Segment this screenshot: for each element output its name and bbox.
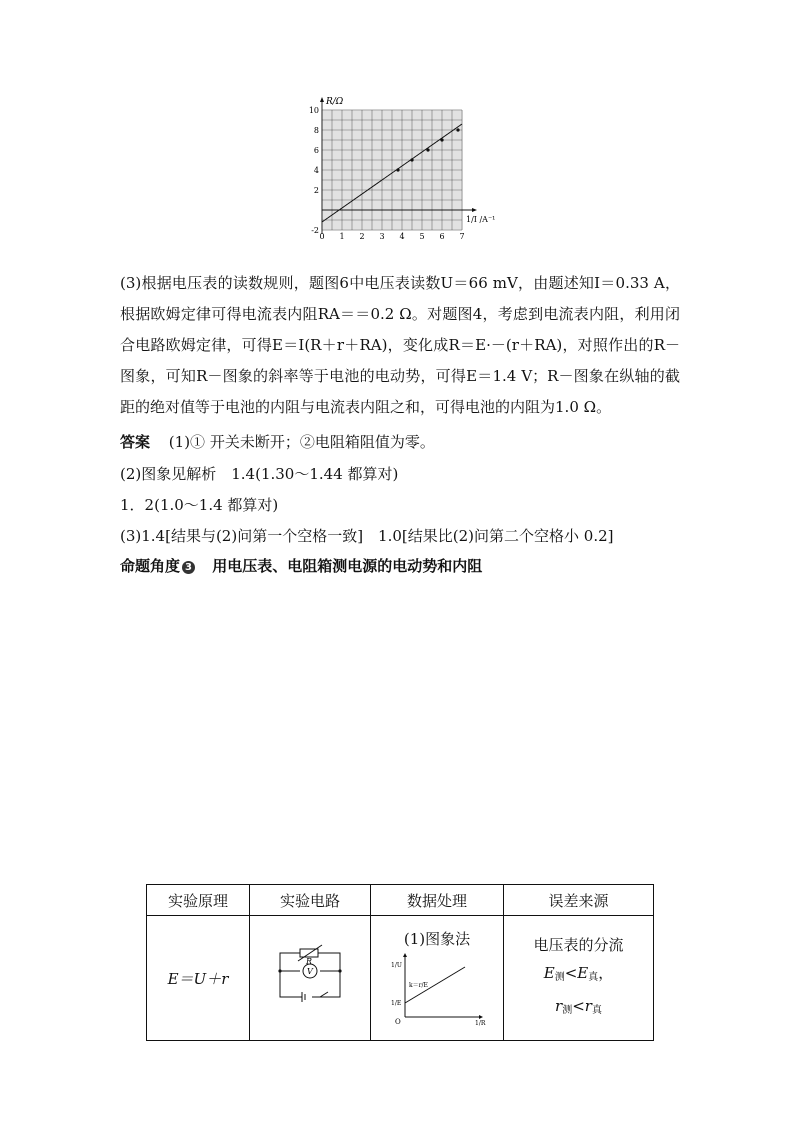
data-point <box>410 158 413 161</box>
data-processing-cell <box>371 916 504 1041</box>
x-tick-label: 5 <box>419 232 425 241</box>
solution-paragraph: (3)根据电压表的读数规则，题图6中电压表读数U＝66 mV，由题述知I＝0.33 A，根据欧姆定律可得电流表内阻RA＝＝0.2 Ω。对题图4，考虑到电流表内阻，利用闭合电路欧姆定律，可得E＝I(R＋r＋RA)，变化成R＝E·－(r＋RA)，对照作出的R－图象，可知R－图象的斜率等于电池的电动势，可得E＝1.4 V；R－图象在纵轴的截距的绝对值等于电池的内阻与电流表内阻之和，可得电池的内阻为1.0 Ω。 <box>120 274 680 416</box>
r-vs-inverse-i-chart <box>300 92 496 252</box>
e-measured: E <box>543 964 555 982</box>
error-source-cell <box>504 916 654 1041</box>
resistor-label: R <box>306 957 313 966</box>
data-point <box>396 168 399 171</box>
comma: ， <box>598 964 614 982</box>
x-label: 1/R <box>475 1019 486 1027</box>
answer-line-3: 1．2(1.0～1.4 都算对) <box>120 496 279 514</box>
origin-label: O <box>395 1017 401 1026</box>
y-tick-label: 4 <box>313 166 319 175</box>
answer-line-4: (3)1.4[结果与(2)问第一个空格一致] 1.0[结果比(2)问第二个空格小 0.2] <box>120 527 614 545</box>
y-tick-label: -2 <box>311 226 319 235</box>
x-axis-arrow <box>472 208 477 212</box>
circuit-diagram <box>270 941 350 1011</box>
r-true: r <box>584 997 592 1015</box>
summary-table <box>146 884 654 1041</box>
e-true: E <box>577 964 589 982</box>
y-axis-label: R/Ω <box>326 97 344 107</box>
data-point <box>440 138 443 141</box>
error-line-1: 电压表的分流 <box>533 936 624 954</box>
sub-true: 真 <box>588 972 599 983</box>
y-tick-label: 2 <box>313 186 319 195</box>
header-principle: 实验原理 <box>147 885 250 916</box>
header-circuit: 实验电路 <box>250 885 371 916</box>
x-tick-label: 6 <box>439 232 445 241</box>
heading-text: 用电压表、电阻箱测电源的电动势和内阻 <box>212 557 483 575</box>
less-than: < <box>564 964 578 982</box>
data-point <box>456 128 459 131</box>
x-axis-label: 1/I /A⁻¹ <box>466 215 496 224</box>
circled-number-icon: 3 <box>182 561 195 574</box>
error-text <box>505 931 652 1025</box>
sub-true: 真 <box>591 1005 602 1016</box>
method-label: (1)图象法 <box>403 929 471 948</box>
r-measured: r <box>555 997 563 1015</box>
circuit-cell <box>250 916 371 1041</box>
data-point <box>426 148 429 151</box>
x-tick-label: 7 <box>459 232 465 241</box>
header-data: 数据处理 <box>371 885 504 916</box>
error-line-2 <box>505 959 652 992</box>
sub-measured: 测 <box>562 1005 573 1016</box>
x-tick-label: 1 <box>339 232 345 241</box>
answer-line-2: (2)图象见解析 1.4(1.30～1.44 都算对) <box>120 465 399 483</box>
chart-axes <box>320 97 477 234</box>
y-label: 1/U <box>391 961 402 969</box>
chart-grid <box>322 110 462 230</box>
intercept-label: 1/E <box>391 999 402 1007</box>
principle-cell <box>147 916 250 1041</box>
x-tick-label: 4 <box>399 232 405 241</box>
less-than: < <box>572 997 585 1015</box>
x-tick-label: 2 <box>359 232 365 241</box>
x-tick-label: 3 <box>379 232 385 241</box>
section-heading <box>120 556 482 576</box>
principle-formula: E＝U＋r <box>167 969 229 988</box>
answer-line-1 <box>120 432 435 452</box>
inverse-graph <box>387 953 487 1025</box>
y-tick-label: 6 <box>313 146 319 155</box>
voltmeter-label: V <box>307 967 313 976</box>
answer-label: 答案 <box>120 433 151 451</box>
table-row <box>147 916 654 1041</box>
y-tick-label: 8 <box>313 126 319 135</box>
x-tick-label: 0 <box>319 232 325 241</box>
sub-measured: 测 <box>554 972 565 983</box>
header-error: 误差来源 <box>504 885 654 916</box>
y-axis-arrow <box>320 97 324 102</box>
heading-label: 命题角度 <box>120 557 181 575</box>
table-header-row <box>147 885 654 916</box>
answer-text-1: (1)① 开关未断开；②电阻箱阻值为零。 <box>168 433 435 451</box>
error-line-3 <box>505 992 652 1025</box>
y-tick-label: 10 <box>308 106 319 115</box>
slope-label: k＝r/E <box>409 981 428 989</box>
